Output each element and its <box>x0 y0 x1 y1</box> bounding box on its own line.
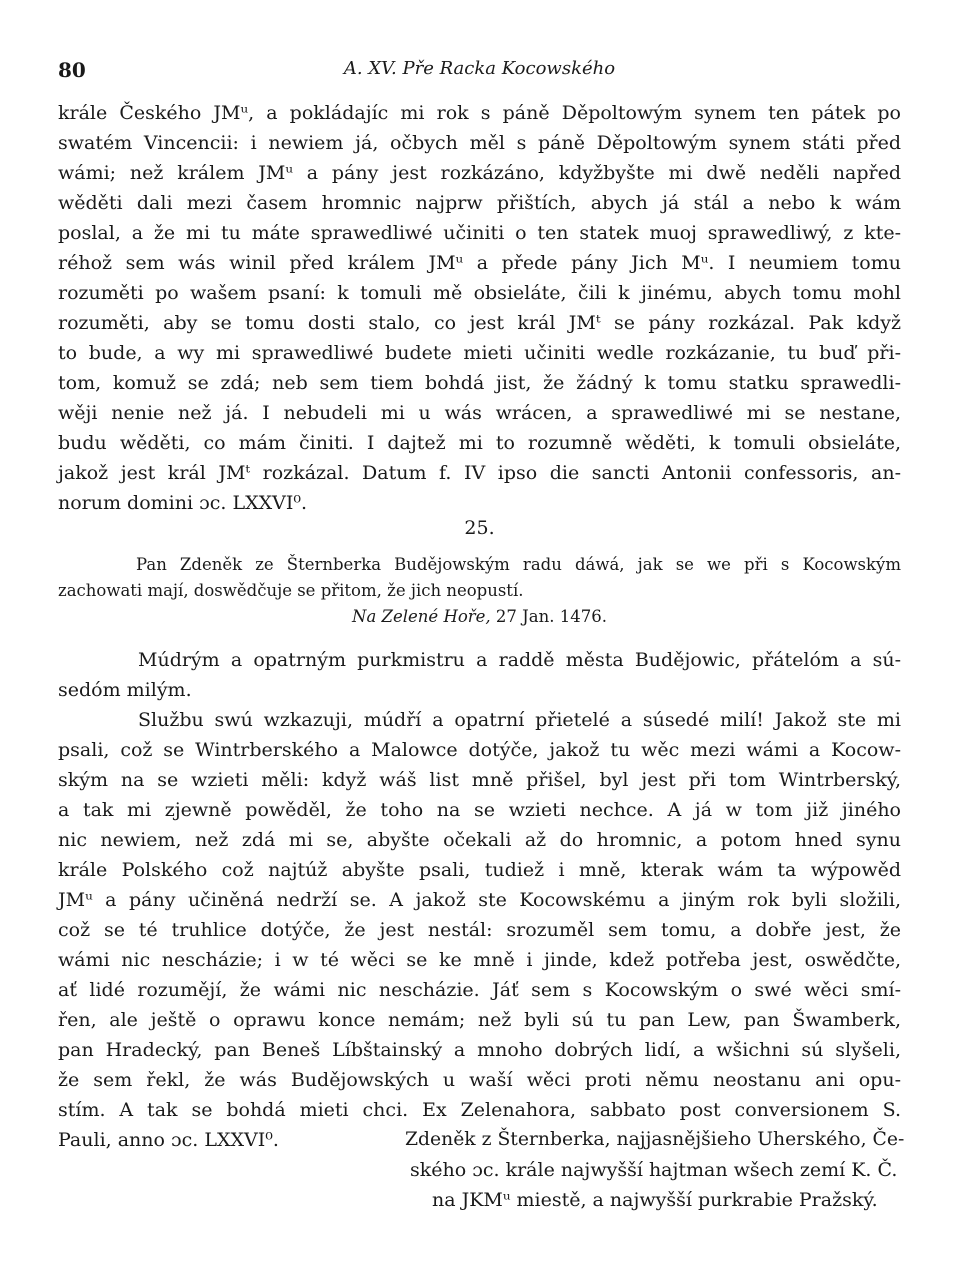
text-line: swatém Vincencii: i newiem já, očbych měl s páně Děpoltowým synem státi před <box>58 132 901 154</box>
text-line: rozuměti po wašem psaní: k tomuli mě obsieláte, čili k jinému, abych tomu mohl <box>58 282 901 304</box>
document-number: 25. <box>464 517 495 539</box>
text-line: Službu swú wzkazuji, múdří a opatrní přietelé a súsedé milí! Jakož ste mi <box>138 709 901 731</box>
running-head: A. XV. Pře Racka Kocowského <box>343 58 616 79</box>
text-line: že sem řekl, že wás Budějowských u waší wěci proti němu neostanu ani opu- <box>58 1069 901 1091</box>
text-line: réhož sem wás winil před králem JMᵘ a přede pány Jich Mᵘ. I neumiem tomu <box>58 252 901 274</box>
text-line: nic newiem, než zdá mi se, abyšte očekali až do hromnic, a potom hned synu <box>58 829 901 851</box>
text-line: psali, což se Wintrberského a Malowce dotýče, jakož tu wěc mezi wámi a Kocow- <box>58 739 901 761</box>
text-line: pan Hradecký, pan Beneš Líbštainský a mnoho dobrých lidí, a wšichni sú slyšeli, <box>58 1039 901 1061</box>
place-date <box>58 602 901 632</box>
text-line: wámi; než králem JMᵘ a pány jest rozkázáno, kdyžbyšte mi dwě neděli napřed <box>58 162 901 184</box>
page-number: 80 <box>58 58 86 82</box>
text-line: ským na se wzieti měli: když wáš list mně přišel, byl jest při tom Wintrberský, <box>58 769 901 791</box>
signature-line: Zdeněk z Šternberka, najjasnějšieho Uherského, Če- <box>405 1129 905 1150</box>
closing-line: Pauli, anno ɔc. LXXVI⁰. <box>58 1129 279 1151</box>
regest-line: Pan Zdeněk ze Šternberka Budějowským radu dáwá, jak se we při s Kocowským <box>136 555 901 574</box>
text-line: tom, komuž se zdá; neb sem tiem bohdá jist, že žádný k tomu statku sprawedli- <box>58 372 901 394</box>
text-line: stím. A tak se bohdá mieti chci. Ex Zelenahora, sabbato post conversionem S. <box>58 1099 901 1121</box>
text-line: wámi nic nescházie; i w té wěci se ke mně i jinde, kdež potřeba jest, oswědčte, <box>58 949 901 971</box>
text-line: a tak mi zjewně powěděl, že toho na se wzieti nechce. A já w tom již jiného <box>58 799 901 821</box>
address-line: Múdrým a opatrným purkmistru a raddě města Budějowic, přátelóm a sú- <box>138 649 901 671</box>
text-line: to bude, a wy mi sprawedliwé budete mieti učiniti wedle rozkázanie, tu buď při- <box>58 342 901 364</box>
text-line: krále Polského což najtúž abyšte psali, tudiež i mně, kterak wám ta wýpowěd <box>58 859 901 881</box>
text-line: JMᵘ a pány učiněná nedrží se. A jakož ste Kocowskému a jiným rok byli složili, <box>58 889 901 911</box>
text-line: norum domini ɔc. LXXVI⁰. <box>58 492 308 514</box>
text-line: poslal, a že mi tu máte sprawedliwé učiniti o ten statek muoj sprawedliwý, z kte- <box>58 222 901 244</box>
text-line: budu wěděti, co mám činiti. I dajtež mi to rozumně wěděti, k tomuli obsieláte, <box>58 432 901 454</box>
text-line: krále Českého JMᵘ, a pokládajíc mi rok s páně Děpoltowým synem ten pátek po <box>58 102 901 124</box>
text-line: ať lidé rozumějí, že wámi nic nescházie. Jáť sem s Kocowským o swé wěci smí- <box>58 979 901 1001</box>
place-name: Na Zelené Hoře, <box>352 607 491 626</box>
text-line: jakož jest král JMᵗ rozkázal. Datum f. IV ipso die sancti Antonii confessoris, an- <box>58 462 901 484</box>
date: 27 Jan. 1476. <box>495 607 607 626</box>
page-header <box>58 58 901 86</box>
text-line: wěděti dali mezi časem hromnic najprw přištích, abych já stál a nebo k wám <box>58 192 901 214</box>
signature-line: na JKMᵘ miestě, a najwyšší purkrabie Pražský. <box>432 1189 878 1211</box>
text-line: rozuměti, aby se tomu dosti stalo, co jest král JMᵗ se pány rozkázal. Pak když <box>58 312 901 334</box>
regest-line: zachowati mají, doswědčuje se přitom, že jich neopustí. <box>58 581 524 600</box>
text-line: což se té truhlice dotýče, že jest nestál: srozuměl sem tomu, a dobře jest, že <box>58 919 901 941</box>
signature-line: ského ɔc. krále najwyšší hajtman wšech zemí K. Č. <box>410 1159 898 1181</box>
text-line: řen, ale ještě o oprawu konce nemám; než byli sú tu pan Lew, pan Šwamberk, <box>58 1009 901 1031</box>
text-line: wěji nenie než já. I nebudeli mi u wás wrácen, a sprawedliwé mi se nestane, <box>58 402 901 424</box>
address-line: sedóm milým. <box>58 679 192 701</box>
